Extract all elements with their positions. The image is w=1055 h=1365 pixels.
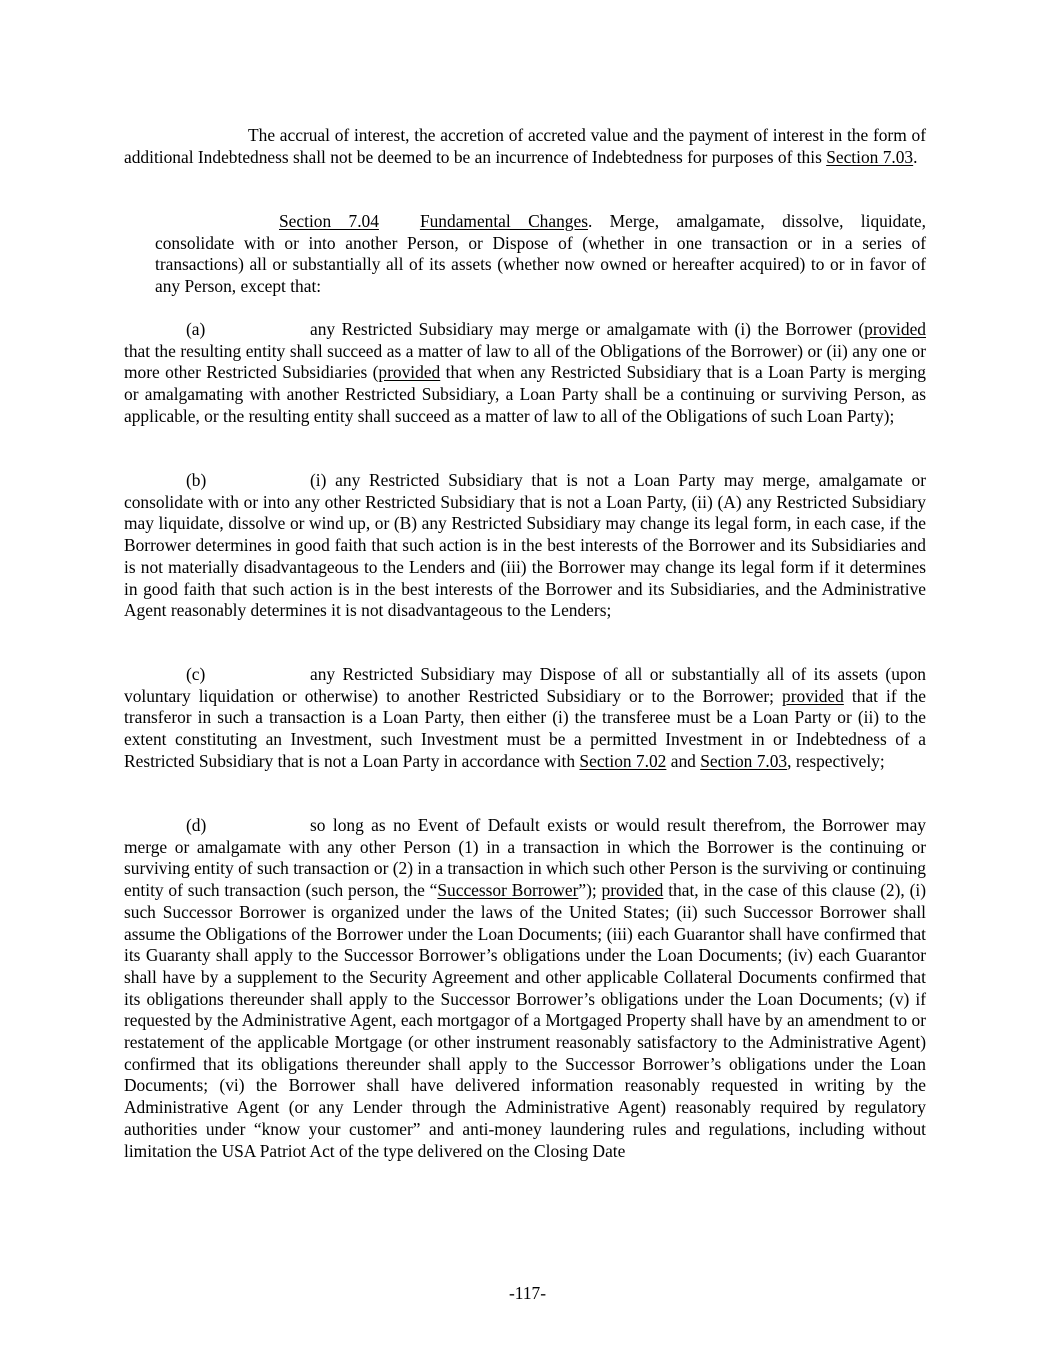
clause-b-text: (i) any Restricted Subsidiary that is not a Loan Party may merge, amalgamate or consolidate with or into any other Restricted Subsidiary that is not a Loan Party, (ii) (A) any Restricted Subsidiary may liquidate, dissolve or wind up, or (B) any Restricted Subsidiary may change its legal form, in each case, if the Borrower determines in good faith that such action is in the best interests of the Borrower and its Subsidiaries and is not materially disadvantageous to the Lenders and (iii) the Borrower may change its legal form if it determines in good faith that such action is in the best interests of the Borrower and its Subsidiaries, and the Administrative Agent reasonably determines it is not disadvantageous to the Lenders; — [124, 470, 926, 621]
clause-c-paragraph — [124, 664, 926, 773]
section-7-02-reference: Section 7.02 — [579, 750, 667, 771]
clause-d-paragraph — [124, 815, 926, 1162]
clause-c-text-3: and — [666, 750, 701, 771]
section-7-04-paragraph — [155, 211, 926, 298]
clause-d-provided: provided — [601, 880, 664, 901]
clause-c-label: (c) — [186, 664, 206, 684]
clause-a-label: (a) — [186, 319, 206, 339]
clause-c-text-2: that if the transferor in such a transaction is a Loan Party, then either (i) the transferee must be a Loan Party or (ii) to the extent constituting an Investment, such Investment must be a permitted Investment in or Indebtedness of a Restricted Subsidiary that is not a Loan Party in accordance with — [124, 685, 926, 771]
interest-text-after: . — [913, 146, 918, 167]
section-7-04-text: . Merge, amalgamate, dissolve, liquidate, consolidate with or into another Person, or Dispose of (whether in one transaction or in a series of transactions) all or substantially all of its assets (whether now owned or hereafter acquired) to or in favor of any Person, except that: — [155, 211, 926, 297]
clause-a-provided-2: provided — [378, 362, 441, 383]
section-7-04-title: Fundamental Changes — [419, 211, 588, 231]
section-7-04-number: Section 7.04 — [279, 211, 379, 231]
clause-d-text-3: that, in the case of this clause (2), (i) such Successor Borrower is organized under the laws of the United States; (ii) such Successor Borrower shall assume the Obligations of the Borrower under the Loan Documents; (iii) each Guarantor shall have confirmed that its Guaranty shall apply to the Successor Borrower’s obligations under the Loan Documents; (iv) each Guarantor shall have by a supplement to the Security Agreement and other applicable Collateral Documents confirmed that its obligations thereunder shall apply to the Successor Borrower’s obligations under the Loan Documents; (v) if requested by the Administrative Agent, each mortgagor of a Mortgaged Property shall have by an amendment to or restatement of the applicable Mortgage (or other instrument reasonably satisfactory to the Administrative Agent) confirmed that its obligations thereunder shall apply to the Successor Borrower’s obligations under the Loan Documents; (vi) the Borrower shall have delivered information reasonably requested in writing by the Administrative Agent (or any Lender through the Administrative Agent) reasonably required by regulatory authorities under “know your customer” and anti-money laundering rules and regulations, including without limitation the USA Patriot Act of the type delivered on the Closing Date — [124, 880, 926, 1161]
clause-a-text-1: any Restricted Subsidiary may merge or amalgamate with (i) the Borrower ( — [310, 319, 865, 339]
clause-a-paragraph — [124, 319, 926, 428]
clause-c-text-4: , respectively; — [787, 750, 885, 771]
page-number: -117- — [508, 1283, 547, 1303]
clause-d-text-2: ”); — [578, 880, 602, 901]
clause-a-text-2: that the resulting entity shall succeed as a matter of law to all of the Obligations of the Borrower) or (ii) any one or more other Restricted Subsidiaries ( — [124, 340, 926, 383]
clause-b-label: (b) — [186, 470, 207, 490]
clause-d-label: (d) — [186, 815, 207, 835]
clause-c-provided: provided — [782, 685, 844, 706]
interest-accrual-paragraph — [124, 125, 926, 168]
section-7-03-reference: Section 7.03 — [826, 146, 914, 167]
section-7-03-reference-c: Section 7.03 — [700, 750, 788, 771]
successor-borrower-term: Successor Borrower — [437, 880, 579, 901]
clause-c-text-1: any Restricted Subsidiary may Dispose of all or substantially all of its assets (upon voluntary liquidation or otherwise) to another Restricted Subsidiary or to the Borrower; — [124, 664, 926, 706]
clause-a-provided-1: provided — [864, 319, 926, 339]
clause-b-paragraph — [124, 470, 926, 622]
clause-a-text-3: that when any Restricted Subsidiary that is a Loan Party is merging or amalgamating with another Restricted Subsidiary, a Loan Party shall be a continuing or surviving Person, as applicable, or the resulting entity shall succeed as a matter of law to all of the Obligations of such Loan Party); — [124, 362, 926, 426]
interest-text-before: The accrual of interest, the accretion of accreted value and the payment of interest in the form of additional Indebtedness shall not be deemed to be an incurrence of Indebtedness for purposes of this — [124, 125, 926, 167]
clause-d-text-1: so long as no Event of Default exists or would result therefrom, the Borrower may merge or amalgamate with any other Person (1) in a transaction in which the Borrower is the continuing or surviving entity of such transaction or (2) in a transaction in which such other Person is the surviving or continuing entity of such transaction (such person, the “ — [124, 815, 926, 901]
